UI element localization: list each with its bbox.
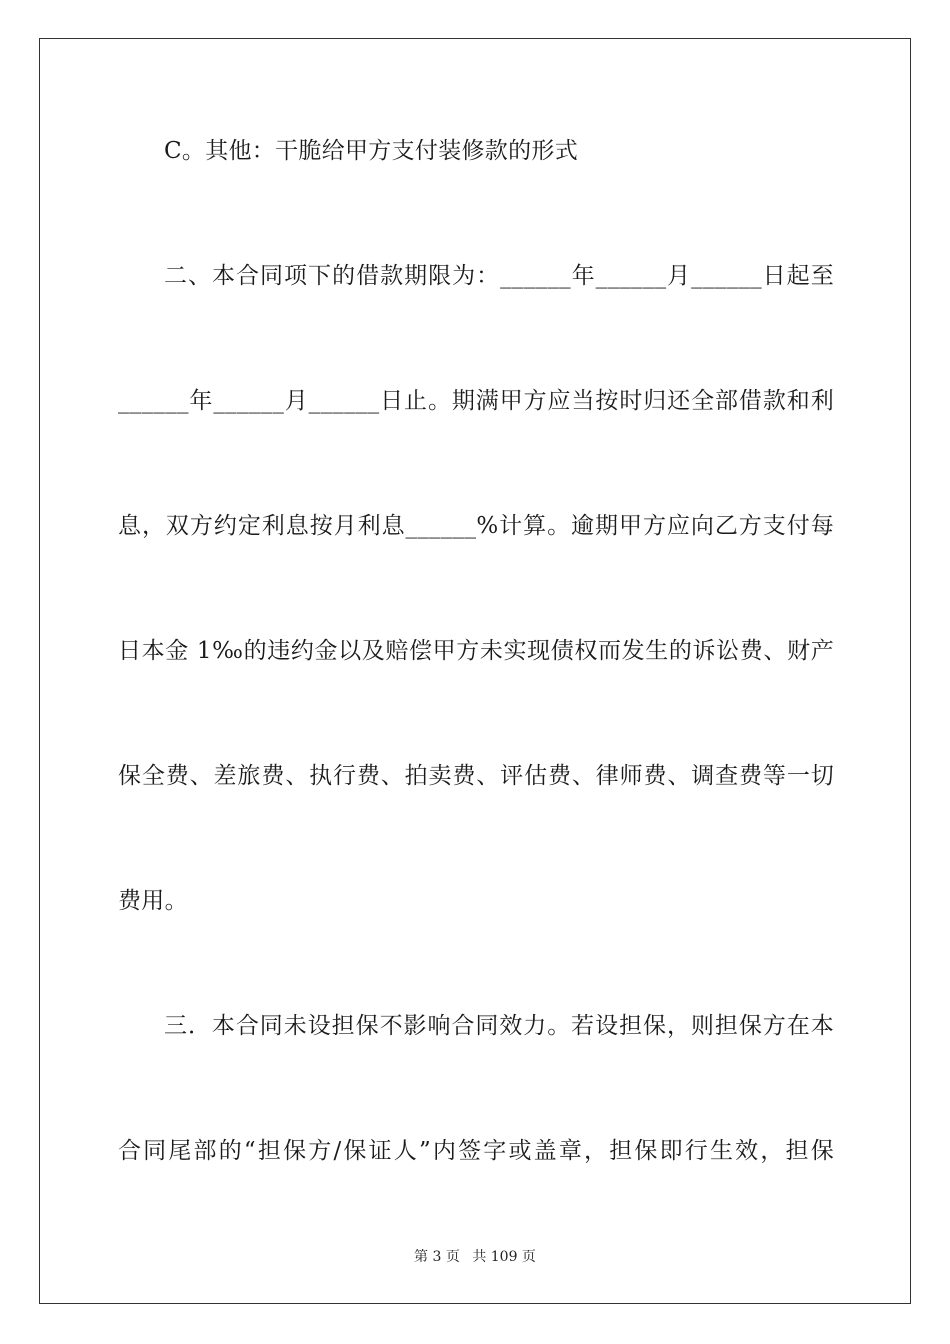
paragraph-line-6: 保全费、差旅费、执行费、拍卖费、评估费、律师费、调查费等一切 <box>118 763 834 789</box>
page-number-total: 共 109 页 <box>472 1249 536 1265</box>
page-footer <box>0 1246 950 1266</box>
paragraph-line-5: 日本金 1‰的违约金以及赔偿甲方未实现债权而发生的诉讼费、财产 <box>118 638 834 664</box>
paragraph-line-9: 合同尾部的“担保方/保证人”内签字或盖章，担保即行生效，担保 <box>118 1138 834 1164</box>
paragraph-line-4: 息，双方约定利息按月利息______%计算。逾期甲方应向乙方支付每 <box>118 513 834 539</box>
page-border <box>39 38 911 1304</box>
paragraph-line-7: 费用。 <box>118 888 188 914</box>
paragraph-line-2: 二、本合同项下的借款期限为：______年______月______日起至 <box>164 263 834 289</box>
paragraph-line-1: C。其他：干脆给甲方支付装修款的形式 <box>164 138 578 164</box>
page-number-current: 第 3 页 <box>414 1249 460 1265</box>
paragraph-line-8: 三．本合同未设担保不影响合同效力。若设担保，则担保方在本 <box>164 1013 834 1039</box>
paragraph-line-3: ______年______月______日止。期满甲方应当按时归还全部借款和利 <box>118 388 834 414</box>
